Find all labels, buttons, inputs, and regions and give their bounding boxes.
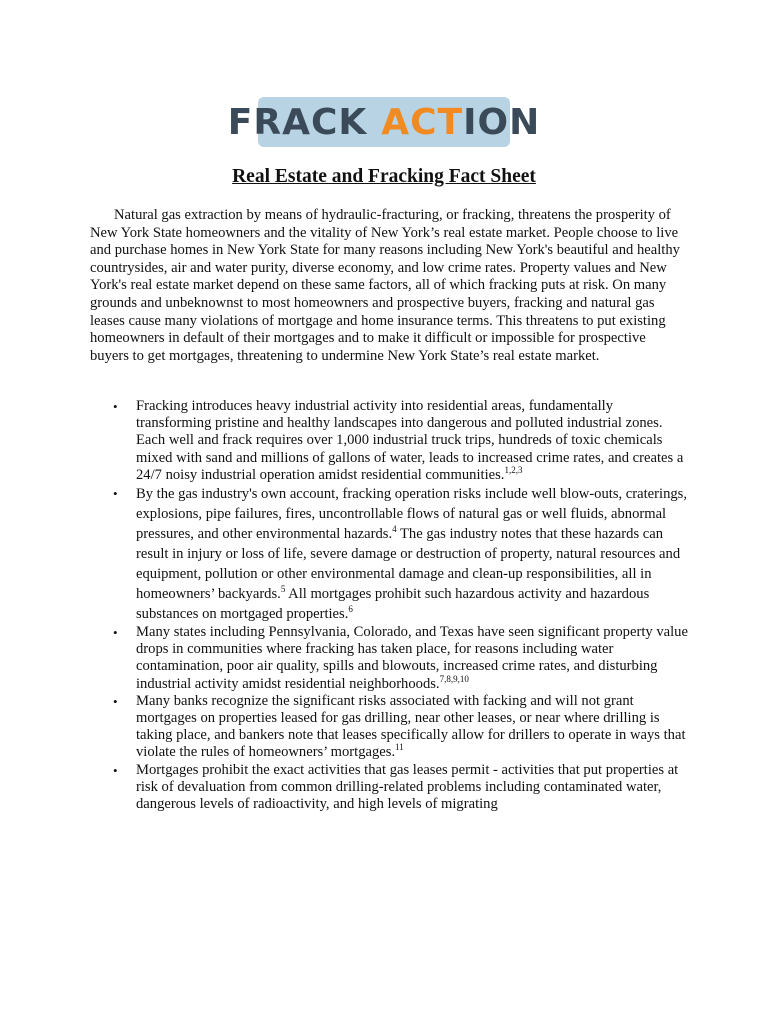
fact-list [90, 398, 690, 813]
bullet-marker: • [113, 486, 118, 502]
list-item-text: The gas industry notes that these hazards can result in injury or loss of life, severe damage or destruction of property, natural resources and equipment, pollution or other environmental damage and clean-up responsibilities, all in homeowners’ backyards. [136, 526, 681, 603]
list-item-text: Many banks recognize the significant risks associated with facking and will not grant mortgages on properties leased for gas drilling, near other leases, or near where drilling is taking place, and bankers note that leases specifically allow for drillers to operate in ways that violate the rules of homeowners’ mortgages. [136, 692, 686, 761]
list-item [90, 398, 690, 484]
logo-word-frack: FRACK [227, 101, 368, 143]
bullet-marker: • [113, 693, 118, 709]
list-item-text: Mortgages prohibit the exact activities that gas leases permit - activities that put properties at risk of devaluation from common drilling-related problems including contaminated water, dangerous levels of radioactivity, and high levels of migrating [136, 761, 679, 813]
footnote-ref[interactable]: 11 [395, 742, 404, 753]
bullet-marker: • [113, 399, 118, 414]
logo-word-act: ACT [381, 101, 464, 143]
list-item [90, 484, 690, 624]
list-item-text: All mortgages prohibit such hazardous activity and hazardous substances on mortgaged properties. [136, 586, 650, 623]
bullet-marker: • [113, 625, 118, 641]
list-item [90, 624, 690, 693]
footnote-ref[interactable]: 7,8,9,10 [439, 673, 469, 684]
bullet-marker: • [113, 762, 118, 778]
page-title: Real Estate and Fracking Fact Sheet [232, 166, 536, 187]
footnote-ref[interactable]: 1,2,3 [504, 464, 523, 475]
list-item-text: By the gas industry's own account, fracking operation risks include well blow-outs, craterings, explosions, pipe failures, fires, uncontrollable flows of natural gas or well fluids, abnormal pressures, and other environmental hazards. [136, 486, 687, 543]
footnote-ref[interactable]: 5 [280, 584, 286, 595]
list-item-text: Fracking introduces heavy industrial activity into residential areas, fundamentally transforming pristine and healthy landscapes into dangerous and polluted industrial zones. Each well and frack requires over 1,000 industrial truck trips, hundreds of toxic chemicals mixed with sand and millions of gallons of water, leads to increased crime rates, and creates a 24/7 noisy industrial operation amidst residential communities. [136, 398, 684, 483]
logo-word-ion: ION [463, 101, 541, 143]
intro-paragraph: Natural gas extraction by means of hydraulic-fracturing, or fracking, threatens the prosperity of New York State homeowners and the vitality of New York’s real estate market. People choose to live and purchase homes in New York State for many reasons including New York's beautiful and healthy countrysides, air and water purity, diverse economy, and low crime rates. Property values and New York's real estate market depend on these same factors, all of which fracking puts at risk. On many grounds and unbeknownst to most homeowners and prospective buyers, fracking and natural gas leases cause many violations of mortgage and home insurance terms. This threatens to put existing homeowners in default of their mortgages and to make it difficult or impossible for prospective buyers to get mortgages, threatening to undermine New York State’s real estate market. [90, 207, 680, 364]
list-item [90, 693, 690, 762]
footnote-ref[interactable]: 4 [392, 524, 397, 535]
frack-action-logo [227, 97, 541, 147]
list-item-text: Many states including Pennsylvania, Colorado, and Texas have seen significant property value drops in communities where fracking has taken place, for reasons including water contamination, poor air quality, spills and blowouts, increased crime rates, and disturbing industrial activity amidst residential neighborhoods. [136, 624, 688, 692]
footnote-ref[interactable]: 6 [348, 604, 353, 615]
list-item [90, 762, 690, 814]
